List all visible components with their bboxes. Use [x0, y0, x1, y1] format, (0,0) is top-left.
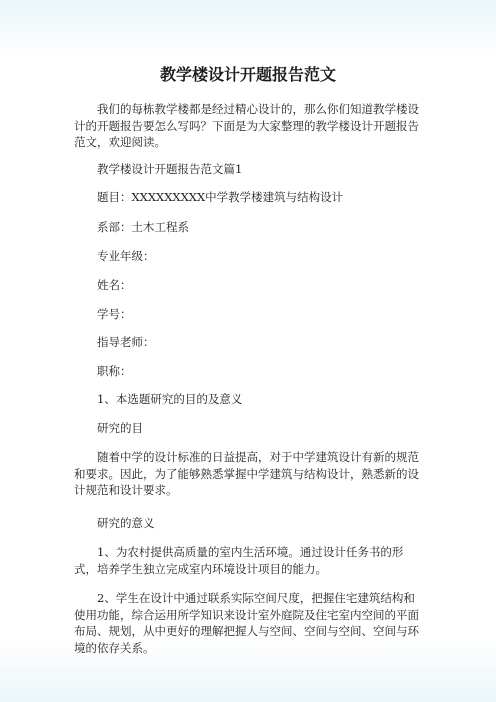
purpose-paragraph: 随着中学的设计标准的日益提高，对于中学建筑设计有新的规范和要求。因此，为了能够熟悉掌握中学建筑与结构设计，熟悉新的设计规范和设计要求。: [74, 450, 419, 497]
significance-paragraph-2: 2、学生在设计中通过联系实际空间尺度，把握住宅建筑结构和使用功能，综合运用所学知识来设计室外庭院及住宅室内空间的平面布局、规划，从中更好的理解把握人与空间、空间与空间、空间与环境的依存关系。: [74, 591, 419, 655]
major-grade-field: 专业年级：: [97, 249, 155, 263]
document-title: 教学楼设计开题报告范文: [159, 65, 336, 84]
rank-field: 职称：: [97, 364, 132, 378]
student-id-field: 学号：: [97, 307, 132, 321]
department-field: 系部：土木工程系: [97, 220, 189, 234]
subheading-purpose: 研究的目: [97, 421, 143, 435]
section-label: 教学楼设计开题报告范文篇1: [97, 162, 243, 176]
section-heading-purpose-significance: 1、本选题研究的目的及意义: [97, 392, 243, 406]
intro-paragraph: 我们的每栋教学楼都是经过精心设计的，那么你们知道教学楼设计的开题报告要怎么写吗？下面是为大家整理的教学楼设计开题报告范文，欢迎阅读。: [74, 102, 419, 149]
significance-paragraph-1: 1、为农村提供高质量的室内生活环境。通过设计任务书的形式，培养学生独立完成室内环境设计项目的能力。: [74, 545, 404, 576]
advisor-field: 指导老师：: [97, 335, 155, 349]
subheading-significance: 研究的意义: [97, 516, 155, 530]
topic-field: 题目：XXXXXXXXX中学教学楼建筑与结构设计: [97, 190, 344, 204]
name-field: 姓名：: [97, 278, 132, 292]
